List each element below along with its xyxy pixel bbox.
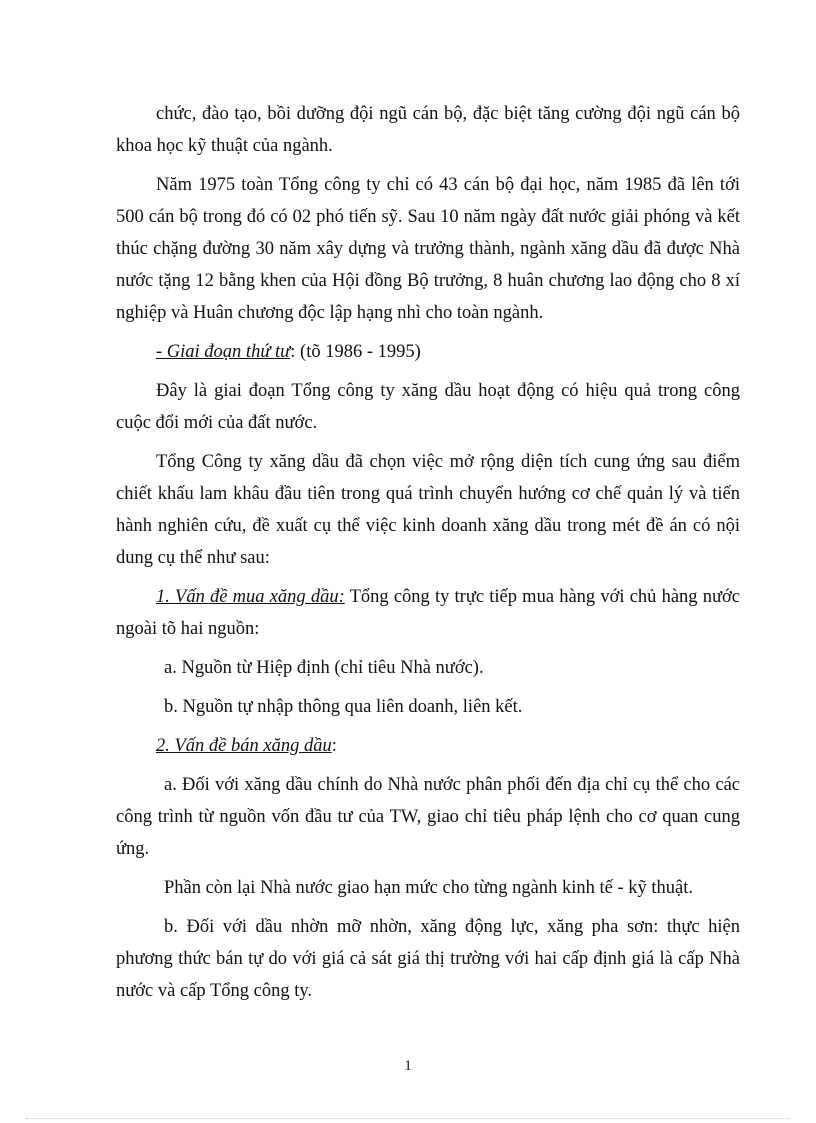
issue2-item-b: b. Đối với dầu nhờn mỡ nhờn, xăng động lực, xăng pha sơn: thực hiện phương thức bán tự do với giá cả sát giá thị trường với hai cấp định giá là cấp Nhà nước và cấp Tổng công ty. xyxy=(116,917,740,1001)
issue2-item-a: a. Đối với xăng dầu chính do Nhà nước phân phối đến địa chỉ cụ thể cho các công trình từ nguồn vốn đầu tư của TW, giao chỉ tiêu pháp lệnh cho cơ quan cung ứng. xyxy=(116,775,740,859)
issue1-item-b: b. Nguồn tự nhập thông qua liên doanh, liên kết. xyxy=(164,697,523,717)
paragraph-stage4-intro: Đây là giai đoạn Tổng công ty xăng dầu hoạt động có hiệu quả trong công cuộc đổi mới của đất nước. xyxy=(116,381,740,433)
page-number: 1 xyxy=(404,1058,412,1074)
paragraph-expansion: Tổng Công ty xăng dầu đã chọn việc mở rộng diện tích cung ứng sau điểm chiết khấu lam khâu đầu tiên trong quá trình chuyển hướng cơ chế quản lý và tiến hành nghiên cứu, đề xuất cụ thể việc kinh doanh xăng dầu trong mét đề án có nội dung cụ thể như sau: xyxy=(116,452,740,568)
issue2-remainder: Phần còn lại Nhà nước giao hạn mức cho từng ngành kinh tế - kỹ thuật. xyxy=(164,878,693,898)
stage4-period: : (tõ 1986 - 1995) xyxy=(290,342,421,362)
page-body xyxy=(116,98,740,1014)
issue2-line xyxy=(116,730,740,762)
stage4-heading: - Giai đoạn thứ tư xyxy=(156,342,291,362)
issue1-item-a: a. Nguồn từ Hiệp định (chỉ tiêu Nhà nước). xyxy=(164,658,484,678)
issue2-heading: 2. Vấn đề bán xăng dầu xyxy=(156,736,332,756)
issue1-paragraph xyxy=(116,581,740,645)
page-bottom-divider xyxy=(26,1118,790,1119)
issue1-text: Tổng công ty trực tiếp mua hàng với chủ hàng nước ngoài tõ hai nguồn: xyxy=(116,587,740,639)
paragraph-1975-1985: Năm 1975 toàn Tổng công ty chỉ có 43 cán bộ đại học, năm 1985 đã lên tới 500 cán bộ trong đó có 02 phó tiến sỹ. Sau 10 năm ngày đất nước giải phóng và kết thúc chặng đường 30 năm xây dựng và trưởng thành, ngành xăng dầu đã được Nhà nước tặng 12 bằng khen của Hội đồng Bộ trưởng, 8 huân chương lao động cho 8 xí nghiệp và Huân chương độc lập hạng nhì cho toàn ngành. xyxy=(116,175,740,323)
stage4-line xyxy=(116,336,740,368)
issue2-colon: : xyxy=(331,736,337,756)
paragraph-continuation: chức, đào tạo, bồi dưỡng đội ngũ cán bộ, đặc biệt tăng cường đội ngũ cán bộ khoa học kỹ thuật của ngành. xyxy=(116,104,740,156)
issue1-heading: 1. Vấn đề mua xăng dầu: xyxy=(156,587,345,607)
